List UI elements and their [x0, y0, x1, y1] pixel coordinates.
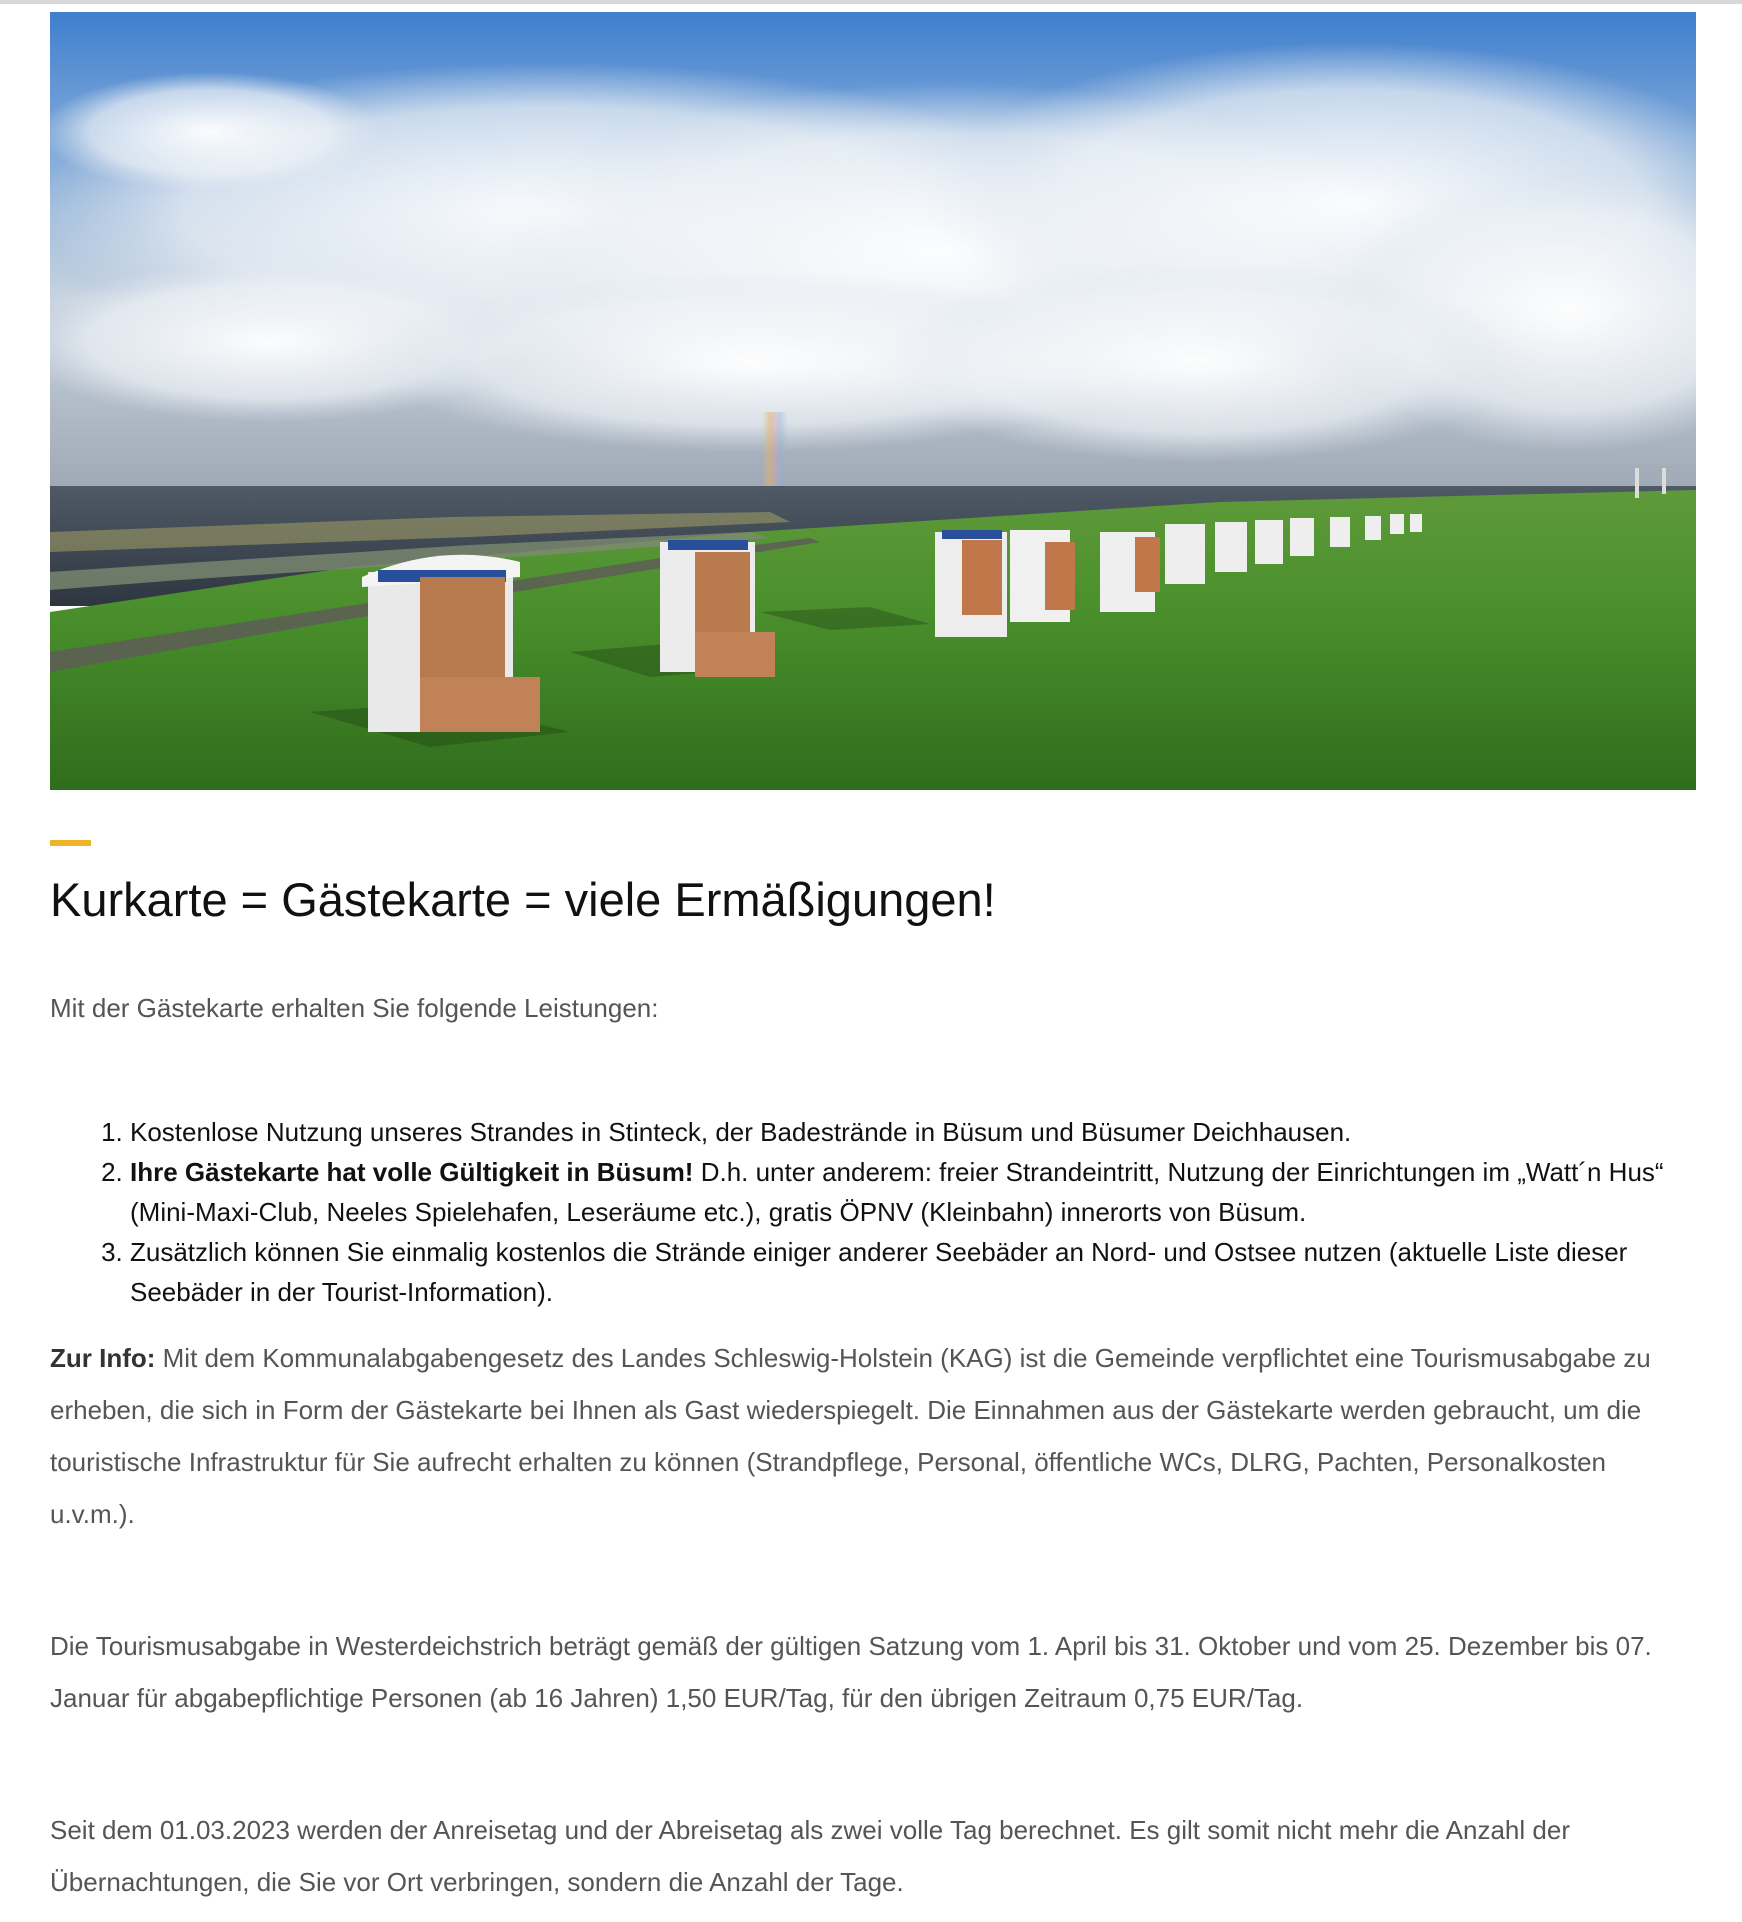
info-label: Zur Info:: [50, 1343, 156, 1373]
benefits-list: [50, 1112, 1680, 1312]
heading-accent-bar: [50, 840, 91, 846]
benefit-text: Zusätzlich können Sie einmalig kostenlos die Strände einiger anderer Seebäder an Nord- und Ostsee nutzen (aktuelle Liste dieser Seebäder in der Tourist-Information).: [130, 1237, 1628, 1307]
list-item: [130, 1152, 1680, 1232]
benefit-bold-text: Ihre Gästekarte hat volle Gültigkeit in Büsum!: [130, 1157, 694, 1187]
info-text: Mit dem Kommunalabgabengesetz des Landes Schleswig-Holstein (KAG) ist die Gemeinde verpflichtet eine Tourismusabgabe zu erheben, die sich in Form der Gästekarte bei Ihnen als Gast wiederspiegelt. Die Einnahmen aus der Gästekarte werden gebraucht, um die touristische Infrastruktur für Sie aufrecht erhalten zu können (Strandpflege, Personal, öffentliche WCs, DLRG, Pachten, Personalkosten u.v.m.).: [50, 1343, 1651, 1529]
page-title: Kurkarte = Gästekarte = viele Ermäßigungen!: [50, 873, 996, 926]
tax-paragraph: Die Tourismusabgabe in Westerdeichstrich beträgt gemäß der gültigen Satzung vom 1. April bis 31. Oktober und vom 25. Dezember bis 07. Januar für abgabepflichtige Personen (ab 16 Jahren) 1,50 EUR/Tag, für den übrigen Zeitraum 0,75 EUR/Tag.: [50, 1631, 1652, 1713]
beach-chairs-dike-photo-icon: [50, 12, 1696, 790]
benefit-text: Kostenlose Nutzung unseres Strandes in Stinteck, der Badestrände in Büsum und Büsumer Deichhausen.: [130, 1117, 1352, 1147]
list-item: [130, 1232, 1680, 1312]
intro-text: Mit der Gästekarte erhalten Sie folgende Leistungen:: [50, 993, 659, 1023]
info-paragraph: [50, 1332, 1690, 1540]
since-paragraph: Seit dem 01.03.2023 werden der Anreisetag und der Abreisetag als zwei volle Tag berechnet. Es gilt somit nicht mehr die Anzahl der Übernachtungen, die Sie vor Ort verbringen, sondern die Anzahl der Tage.: [50, 1815, 1570, 1897]
hero-image: [50, 12, 1696, 790]
top-divider: [0, 0, 1742, 4]
list-item: [130, 1112, 1680, 1152]
benefit-text: D.h. unter anderem: freier Strandeintritt, Nutzung der Einrichtungen im „Watt´n Hus“ (Mini-Maxi-Club, Neeles Spielehafen, Leseräume etc.), gratis ÖPNV (Kleinbahn) innerorts von Büsum.: [130, 1157, 1664, 1227]
